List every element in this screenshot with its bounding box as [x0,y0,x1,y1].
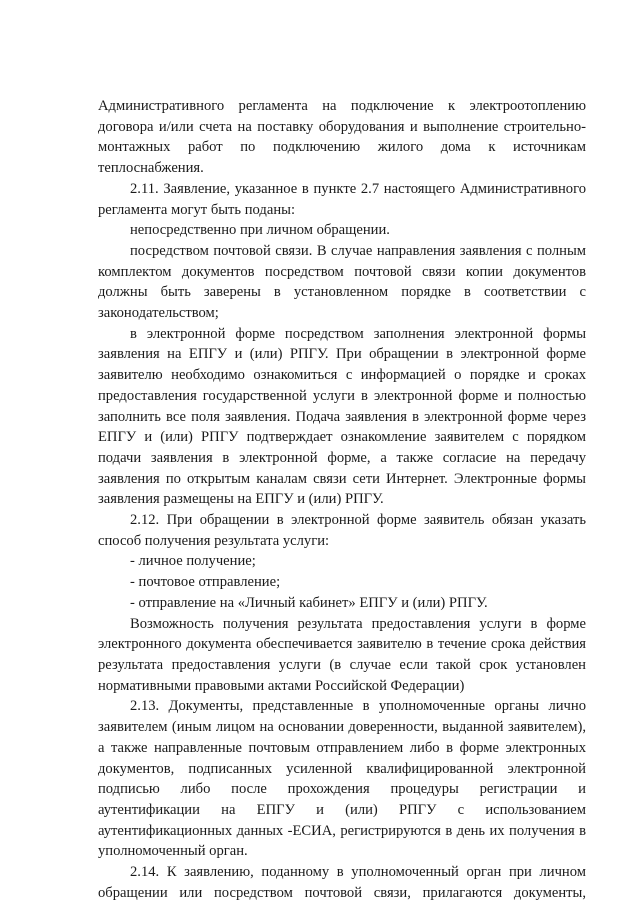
paragraph-2-12: 2.12. При обращении в электронной форме заявитель обязан указать способ получения результата услуги: [98,512,586,549]
paragraph-1: Административного регламента на подключение к электроотоплению договора и/или счета на поставку оборудования и выполнение строительно-монтажных работ по подключению жилого дома к источникам теплоснабжения. [98,98,586,177]
paragraph-2-14: 2.14. К заявлению, поданному в уполномоченный орган при личном обращении или посредством почтовой связи, прилагаются документы, [98,864,586,901]
paragraph-personal: непосредственно при личном обращении. [130,222,390,239]
paragraph-electronic: в электронной форме посредством заполнения электронной формы заявления на ЕПГУ и (или) РПГУ. При обращении в электронной форме заявителю необходимо ознакомиться с информацией о порядке и сроках предоставления государственной услуги в электронной форме и полностью заполнить все поля заявления. Подача заявления в электронной форме через ЕПГУ и (или) РПГУ подтверждает ознакомление заявителем с порядком подачи заявления в электронной форме, а также согласие на передачу заявления по открытым каналам связи сети Интернет. Электронные формы заявления размещены на ЕПГУ и (или) РПГУ. [98,325,586,508]
paragraph-electronic-result: Возможность получения результата предоставления услуги в форме электронного документа обеспечивается заявителю в течение срока действия результата предоставления услуги (в случае если такой срок установлен нормативными правовыми актами Российской Федерации) [98,615,586,694]
paragraph-2-11: 2.11. Заявление, указанное в пункте 2.7 настоящего Административного регламента могут быть поданы: [98,180,586,218]
list-item-postal-delivery: - почтовое отправление; [130,574,281,591]
list-item-personal-receipt: - личное получение; [130,553,256,570]
paragraph-2-13: 2.13. Документы, представленные в уполномоченные органы лично заявителем (иным лицом на основании доверенности, выданной заявителем), а также направленные почтовым отправлением либо в форме электронных документов, подписанных усиленной квалифицированной электронной подписью либо после прохождения процедуры регистрации и аутентификации на ЕПГУ и (или) РПГУ с использованием аутентификационных данных -ЕСИА, регистрируются в день их получения в уполномоченный орган. [98,698,586,860]
paragraph-postal: посредством почтовой связи. В случае направления заявления с полным комплектом документов посредством почтовой связи копии документов должны быть заверены в установленном порядке в соответствии с законодательством; [98,242,586,322]
list-item-personal-cabinet: - отправление на «Личный кабинет» ЕПГУ и (или) РПГУ. [130,594,488,611]
